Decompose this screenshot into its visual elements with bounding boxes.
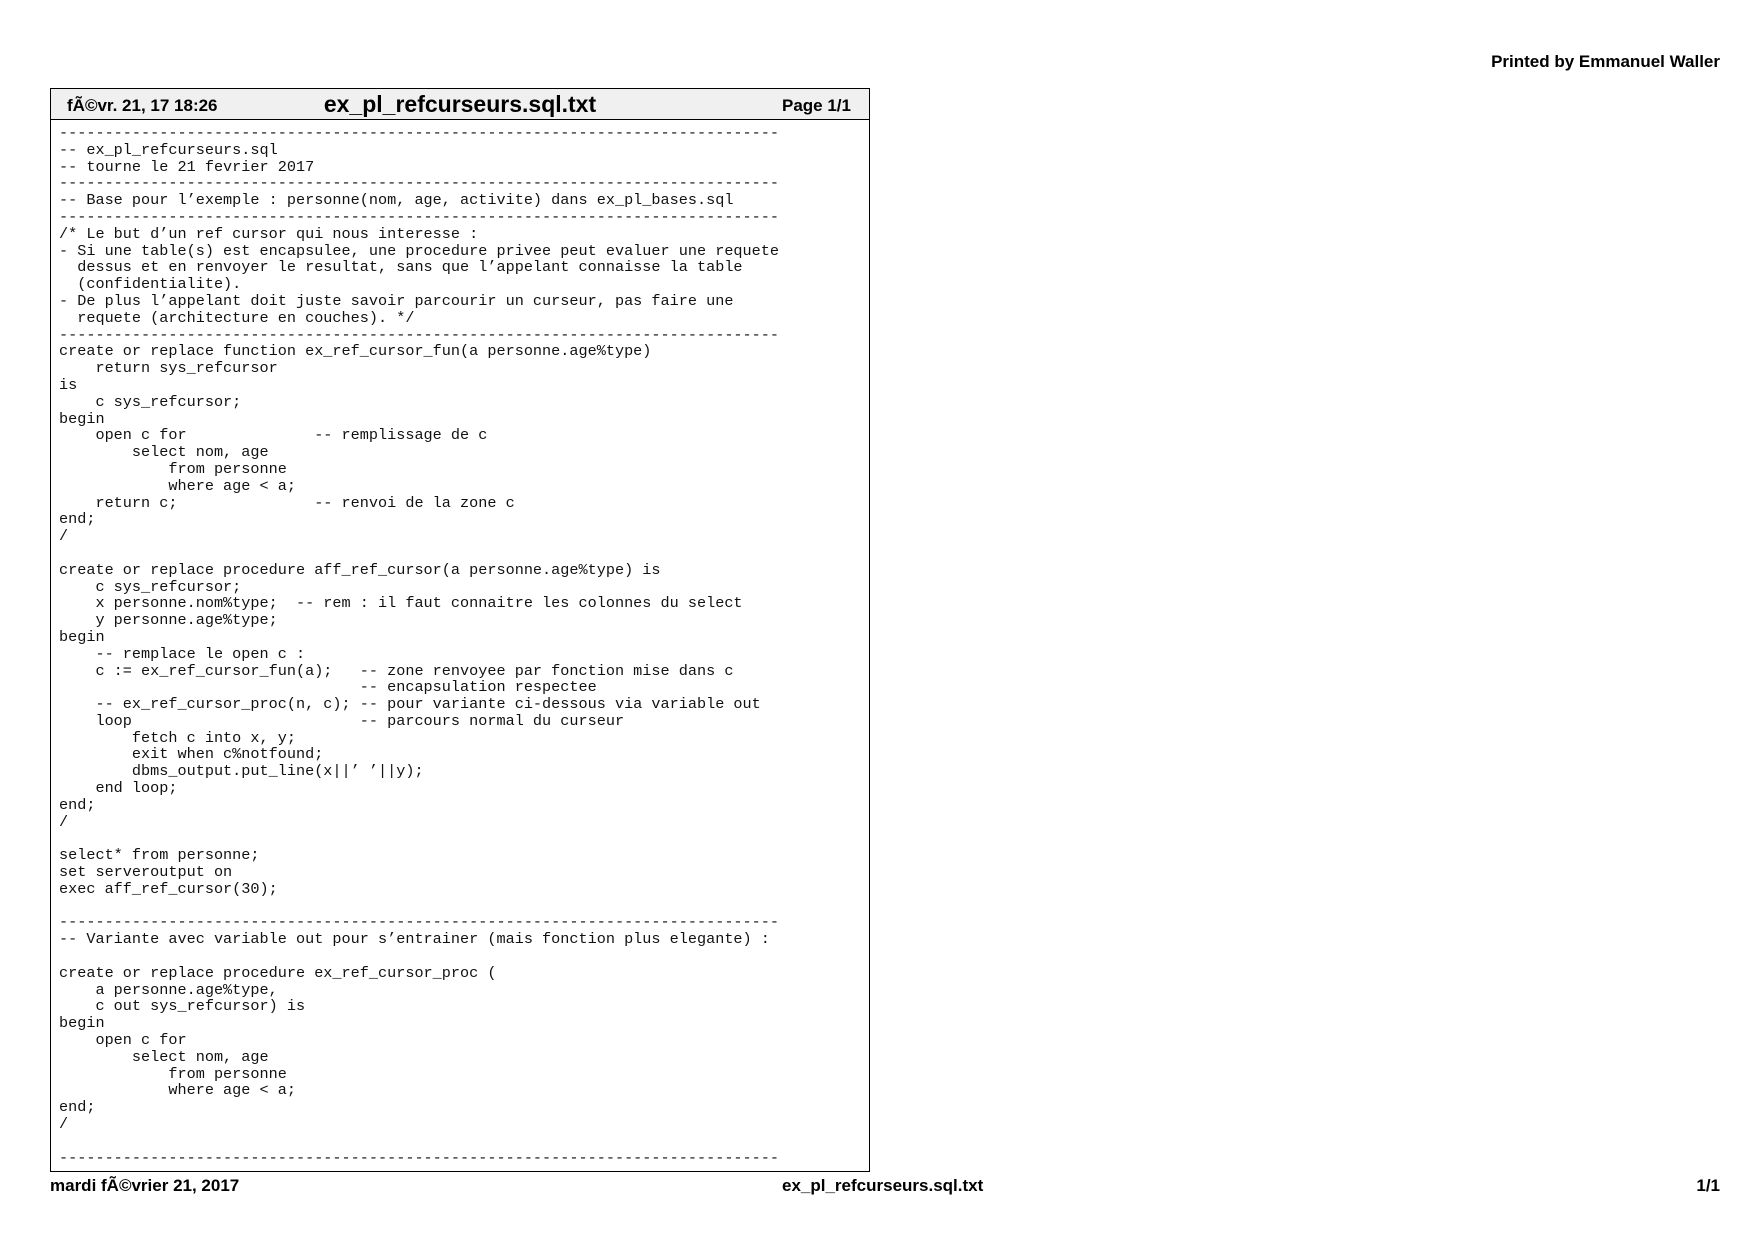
header-page-number: Page 1/1	[782, 96, 851, 115]
header-date: fÃ©vr. 21, 17 18:26	[67, 96, 218, 115]
footer-filename: ex_pl_refcurseurs.sql.txt	[782, 1176, 984, 1195]
code-listing: ------------------------------------------------------------------------------- -- ex_pl_refcurseurs.sql -- tourne le 21 fevrier 2017 ------------------------------------------------------------------------------- -- Base pour l’exemple : personne(nom, age, activite) dans ex_pl_bases.sql ------------------------------------------------------------------------------- /* Le but d’un ref cursor qui nous interesse : - Si une table(s) est encapsulee, une procedure privee peut evaluer une requete dessus et en renvoyer le resultat, sans que l’appelant connaisse la table (confidentialite). - De plus l’appelant doit juste savoir parcourir un curseur, pas faire une requete (architecture en couches). */ ------------------------------------------------------------------------------- create or replace function ex_ref_cursor_fun(a personne.age%type) return sys_refcursor is c sys_refcursor; begin open c for -- remplissage de c select nom, age from personne where age < a; return c; -- renvoi de la zone c end; / create or replace procedure aff_ref_cursor(a personne.age%type) is c sys_refcursor; x personne.nom%type; -- rem : il faut connaitre les colonnes du select y personne.age%type; begin -- remplace le open c : c := ex_ref_cursor_fun(a); -- zone renvoyee par fonction mise dans c -- encapsulation respectee -- ex_ref_cursor_proc(n, c); -- pour variante ci-dessous via variable out loop -- parcours normal du curseur fetch c into x, y; exit when c%notfound; dbms_output.put_line(x||’ ’||y); end loop; end; / select* from personne; set serveroutput on exec aff_ref_cursor(30); ------------------------------------------------------------------------------- -- Variante avec variable out pour s’entrainer (mais fonction plus elegante) : create or replace procedure ex_ref_cursor_proc ( a personne.age%type, c out sys_refcursor) is begin open c for select nom, age from personne where age < a; end; / -------------------------------------------------------------------------------	[59, 124, 780, 1167]
printed-page-frame	[50, 88, 870, 1172]
header-file-title: ex_pl_refcurseurs.sql.txt	[323, 91, 597, 117]
printed-by-label: Printed by Emmanuel Waller	[1491, 52, 1720, 71]
footer-page-number: 1/1	[1696, 1176, 1720, 1195]
footer-date: mardi fÃ©vrier 21, 2017	[50, 1176, 240, 1195]
page-header	[51, 89, 869, 120]
